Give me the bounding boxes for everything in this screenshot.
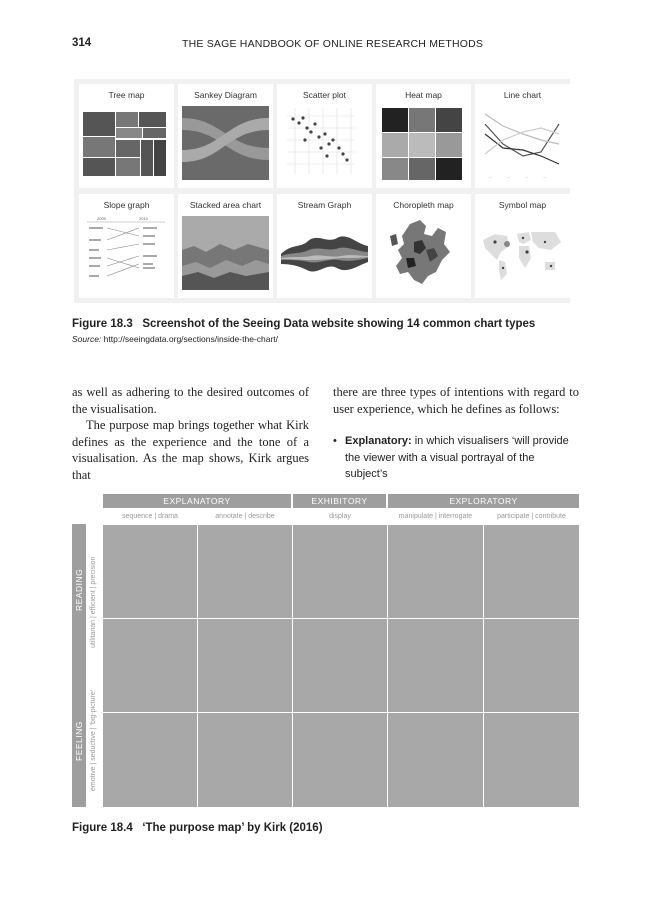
caption-text: ‘The purpose map’ by Kirk (2016) (142, 822, 323, 834)
header-exploratory: EXPLORATORY (388, 494, 579, 508)
sankey-icon (182, 104, 269, 182)
svg-text:—: — (507, 175, 510, 179)
bullet-label: Explanatory: (345, 435, 412, 447)
line-chart-icon (479, 104, 566, 182)
caption-label: Figure 18.4 (72, 822, 133, 834)
right-paragraph-1: there are three types of intentions with regard to user experience, which he defines as follows: (333, 385, 579, 416)
caption-label: Figure 18.3 (72, 318, 133, 330)
grid-cell (103, 525, 197, 618)
grid-cell (388, 525, 483, 618)
running-title: THE SAGE HANDBOOK OF ONLINE RESEARCH METHODS (182, 38, 484, 50)
card-title: Choropleth map (393, 200, 454, 210)
figure-18-3-source (72, 334, 278, 344)
card-title: Slope graph (103, 200, 150, 210)
choropleth-map-icon (380, 214, 467, 292)
slope-year-left: 2009 (97, 216, 106, 221)
slope-year-right: 2010 (139, 216, 148, 221)
grid-cell (103, 713, 197, 807)
subheader: annotate | describe (215, 513, 275, 520)
svg-text:—: — (543, 175, 546, 179)
row-label-strip (72, 524, 86, 807)
card-slope-graph (79, 194, 174, 298)
caption-text: Screenshot of the Seeing Data website showing 14 common chart types (142, 318, 536, 330)
left-column (72, 384, 309, 483)
grid-cell (198, 713, 292, 807)
bullet-explanatory (333, 433, 579, 483)
source-url: http://seeingdata.org/sections/inside-the-chart/ (103, 334, 279, 344)
grid-cell (484, 619, 579, 712)
card-symbol-map (475, 194, 570, 298)
heat-map-icon (380, 104, 467, 182)
card-title: Scatter plot (303, 90, 346, 100)
source-label: Source: (72, 334, 102, 344)
right-column (333, 384, 579, 483)
card-scatter (277, 84, 372, 188)
svg-text:—: — (489, 175, 492, 179)
symbol-map-icon (479, 214, 566, 292)
grid-cell (198, 525, 292, 618)
card-tree-map (79, 84, 174, 188)
card-title: Sankey Diagram (194, 90, 257, 100)
subheader: participate | contribute (497, 513, 566, 520)
card-title: Heat map (405, 90, 442, 100)
svg-text:—: — (525, 175, 528, 179)
bullet-text: in which visualisers ‘will provide the viewer with a visual portrayal of the subject’s (345, 435, 569, 480)
card-title: Tree map (108, 90, 145, 100)
grid-cell (198, 619, 292, 712)
card-title: Stream Graph (297, 200, 352, 210)
row-sub-feeling: emotive | seductive | ‘big-picture’ (90, 689, 97, 791)
row-label-reading: READING (74, 568, 84, 611)
scatter-plot-icon (281, 104, 368, 182)
grid-cell (484, 525, 579, 618)
header-explanatory: EXPLANATORY (103, 494, 291, 508)
stacked-area-icon (182, 214, 269, 292)
page-number: 314 (72, 37, 92, 49)
grid-cell (103, 619, 197, 712)
figure-18-3-caption (72, 318, 535, 330)
stream-graph-icon (281, 214, 368, 292)
purpose-map (72, 494, 579, 807)
left-paragraph-1: as well as adhering to the desired outcomes of the visualisation. (72, 385, 309, 416)
card-sankey (178, 84, 273, 188)
card-heat-map (376, 84, 471, 188)
grid-cell (293, 713, 387, 807)
card-title: Symbol map (498, 200, 547, 210)
chart-types-grid (74, 79, 570, 303)
card-stacked-area (178, 194, 273, 298)
subheader: sequence | drama (122, 513, 178, 520)
grid-cell (388, 713, 483, 807)
subheader: manipulate | interrogate (398, 513, 473, 520)
grid-cell (484, 713, 579, 807)
row-label-feeling: FEELING (74, 721, 84, 761)
grid-cell (388, 619, 483, 712)
subheader: display (329, 513, 351, 520)
tree-map-icon (83, 104, 170, 182)
card-line-chart (475, 84, 570, 188)
figure-18-4-caption (72, 822, 323, 834)
slope-graph-icon (83, 214, 170, 292)
card-title: Line chart (503, 90, 542, 100)
grid-cell (293, 525, 387, 618)
bullet-dot: • (333, 435, 337, 447)
card-stream-graph (277, 194, 372, 298)
header-exhibitory: EXHIBITORY (293, 494, 386, 508)
left-paragraph-2: The purpose map brings together what Kirk defines as the experience and the tone of a visualisation. As the map shows, Kirk argues that (72, 418, 309, 482)
grid-cell (293, 619, 387, 712)
card-choropleth (376, 194, 471, 298)
row-sub-reading: utilitarian | efficient | precision (90, 556, 97, 648)
card-title: Stacked area chart (189, 200, 262, 210)
